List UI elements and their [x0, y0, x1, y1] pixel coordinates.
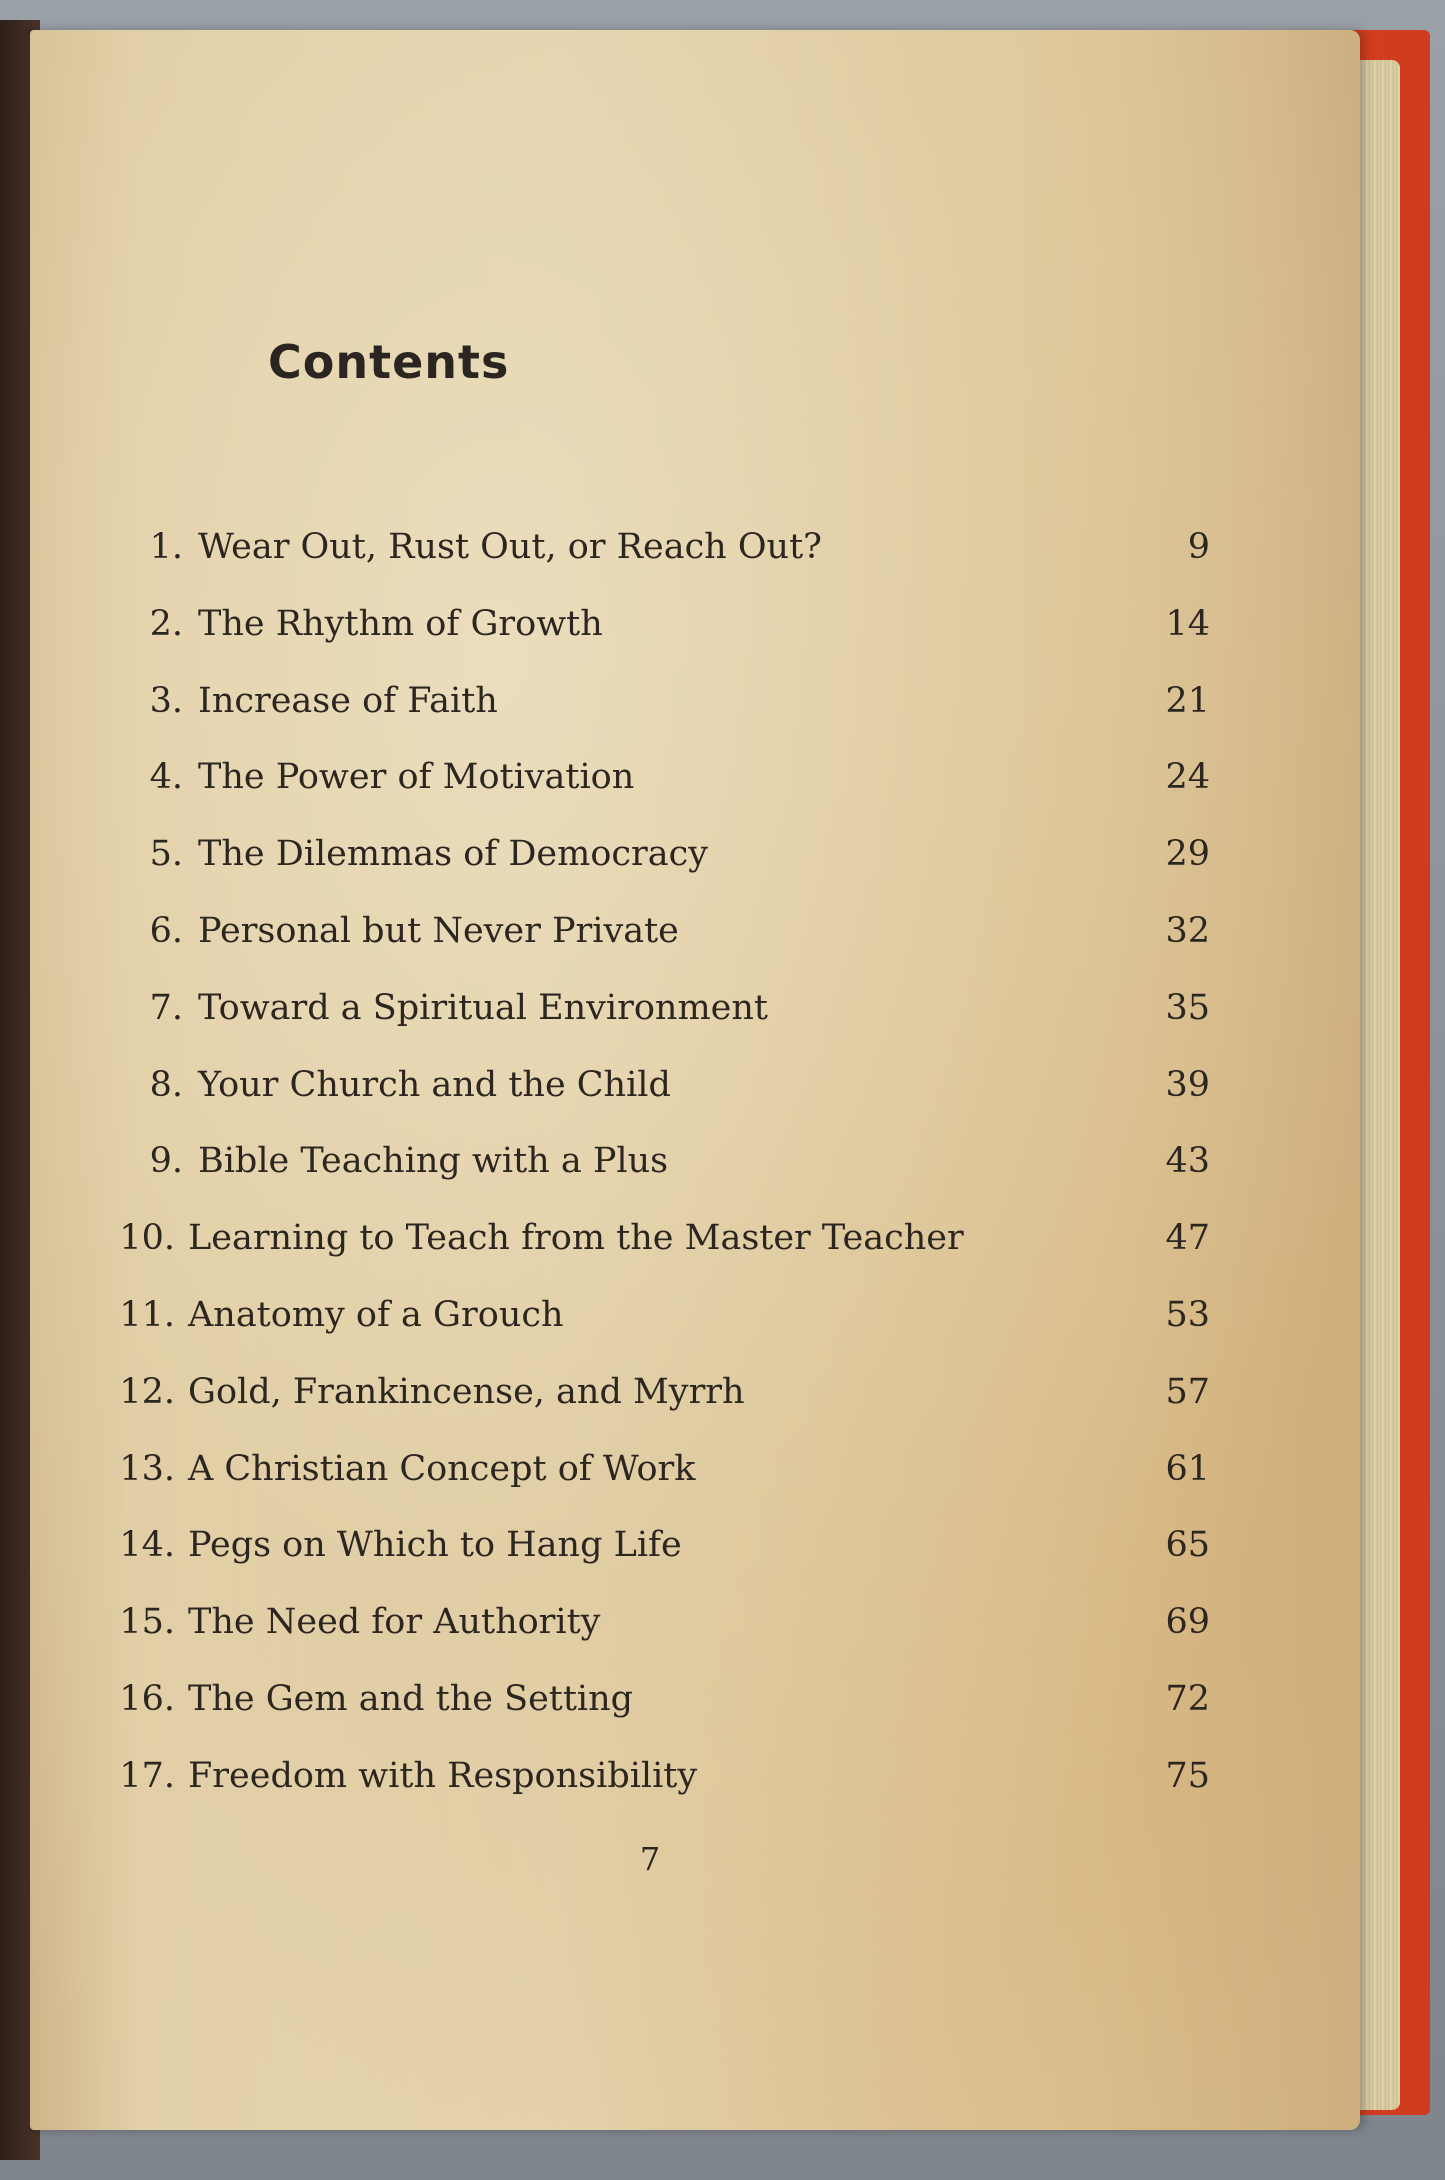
- book-page: [30, 30, 1360, 2130]
- toc-entry-number: 1.: [149, 527, 183, 567]
- toc-entry-page: 39: [1165, 1064, 1210, 1105]
- table-of-contents: [30, 30, 1360, 2130]
- toc-entry-title: Your Church and the Child: [198, 1064, 671, 1105]
- toc-entry-number: 13.: [119, 1448, 175, 1489]
- page-title: Contents: [268, 335, 510, 389]
- toc-entry: [30, 747, 1360, 807]
- toc-entry-page: 35: [1165, 987, 1210, 1028]
- toc-entry-title: The Dilemmas of Democracy: [198, 834, 708, 875]
- toc-entry-number: 3.: [149, 680, 183, 721]
- toc-entry: [30, 1669, 1360, 1729]
- toc-entry-number: 5.: [149, 834, 183, 875]
- toc-entry-page: 75: [1165, 1755, 1210, 1796]
- toc-entry: [30, 1746, 1360, 1806]
- toc-entry: [30, 1131, 1360, 1191]
- toc-entry-page: 32: [1165, 911, 1210, 951]
- toc-entry-title: Pegs on Which to Hang Life: [188, 1525, 682, 1566]
- toc-entry-number: 11.: [119, 1295, 175, 1335]
- toc-entry-number: 9.: [149, 1141, 183, 1182]
- toc-entry: [30, 1362, 1360, 1422]
- toc-entry-page: 72: [1165, 1679, 1210, 1719]
- toc-entry-page: 14: [1165, 603, 1210, 644]
- toc-entry-number: 7.: [149, 987, 183, 1028]
- toc-entry: [30, 1515, 1360, 1575]
- toc-entry-number: 2.: [149, 603, 183, 644]
- toc-entry-title: A Christian Concept of Work: [188, 1448, 696, 1489]
- toc-entry-number: 17.: [119, 1755, 175, 1796]
- toc-entry-title: The Rhythm of Growth: [198, 603, 603, 644]
- toc-entry-title: The Gem and the Setting: [188, 1679, 634, 1719]
- toc-entry-title: Gold, Frankincense, and Myrrh: [188, 1371, 745, 1412]
- toc-entry-page: 47: [1165, 1218, 1210, 1259]
- toc-entry: [30, 594, 1360, 654]
- toc-entry: [30, 901, 1360, 961]
- toc-entry-page: 9: [1187, 527, 1210, 567]
- toc-entry-page: 43: [1165, 1141, 1210, 1182]
- toc-entry-title: Learning to Teach from the Master Teacher: [188, 1218, 964, 1259]
- toc-entry-title: Increase of Faith: [198, 680, 498, 721]
- toc-entry-page: 65: [1165, 1525, 1210, 1566]
- toc-entry-page: 53: [1165, 1295, 1210, 1335]
- toc-entry-number: 8.: [149, 1064, 183, 1105]
- toc-entry: [30, 824, 1360, 884]
- toc-entry-title: Wear Out, Rust Out, or Reach Out?: [198, 527, 822, 567]
- toc-entry-title: Anatomy of a Grouch: [188, 1295, 564, 1335]
- toc-entry-number: 14.: [119, 1525, 175, 1566]
- toc-entry-page: 57: [1165, 1371, 1210, 1412]
- toc-entry: [30, 1439, 1360, 1499]
- toc-entry: [30, 1592, 1360, 1652]
- toc-entry: [30, 671, 1360, 731]
- toc-entry-title: Personal but Never Private: [198, 911, 679, 951]
- toc-entry: [30, 517, 1360, 577]
- page-number: 7: [639, 1840, 661, 1878]
- toc-entry-number: 15.: [119, 1602, 175, 1643]
- toc-entry-title: Freedom with Responsibility: [188, 1755, 698, 1796]
- toc-entry-number: 12.: [119, 1371, 175, 1412]
- toc-entry-title: Bible Teaching with a Plus: [198, 1141, 669, 1182]
- toc-entry: [30, 1055, 1360, 1115]
- toc-entry-page: 69: [1165, 1602, 1210, 1643]
- toc-entry-title: The Need for Authority: [188, 1602, 601, 1643]
- toc-entry-number: 10.: [119, 1218, 175, 1259]
- toc-entry-number: 16.: [119, 1679, 175, 1719]
- toc-entry: [30, 1208, 1360, 1268]
- toc-entry-title: The Power of Motivation: [198, 757, 635, 798]
- toc-entry-number: 4.: [149, 757, 183, 798]
- toc-entry-number: 6.: [149, 911, 183, 951]
- toc-entry: [30, 1285, 1360, 1345]
- toc-entry-page: 29: [1165, 834, 1210, 875]
- toc-entry-title: Toward a Spiritual Environment: [198, 987, 768, 1028]
- toc-entry: [30, 978, 1360, 1038]
- toc-entry-page: 24: [1165, 757, 1210, 798]
- toc-entry-page: 61: [1165, 1448, 1210, 1489]
- toc-entry-page: 21: [1165, 680, 1210, 721]
